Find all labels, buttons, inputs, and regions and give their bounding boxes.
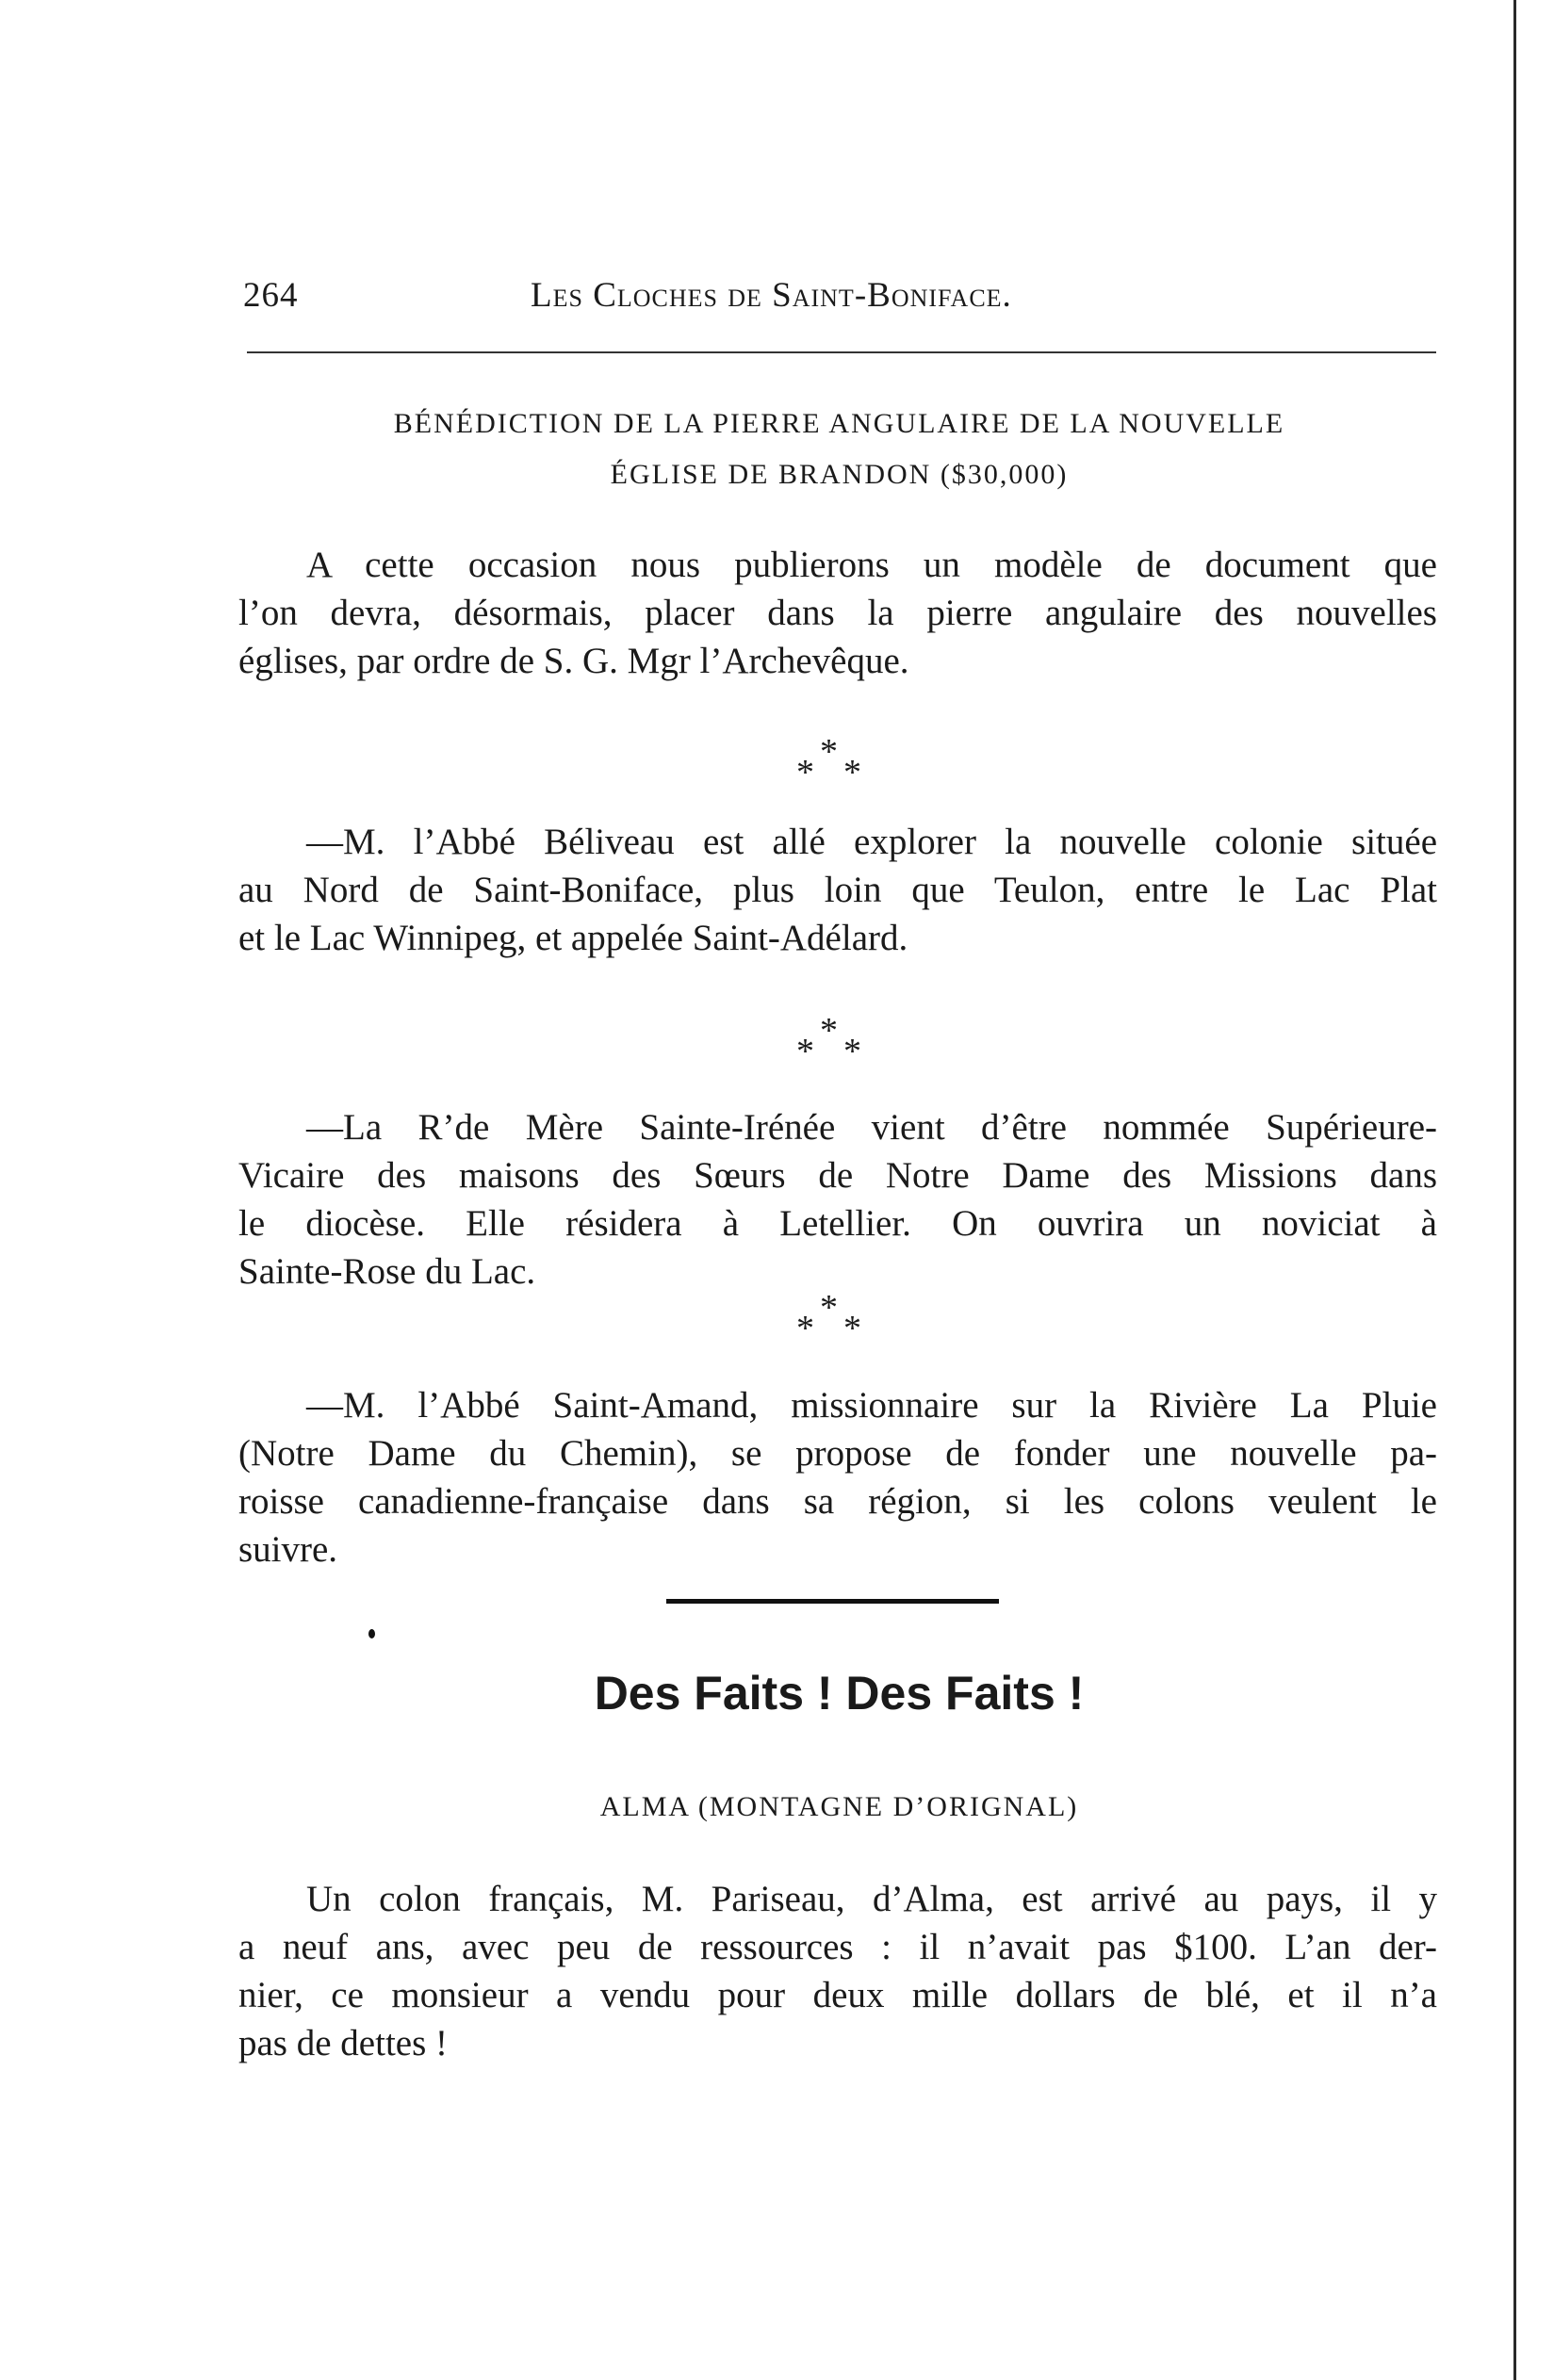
paragraph-line: pas de dettes ! [238, 2023, 449, 2063]
paragraph-line: roisse canadienne-française dans sa région, si les colons veulent le [238, 1481, 1437, 1522]
paragraph-line: suivre. [238, 1529, 338, 1570]
paragraph-line: au Nord de Saint-Boniface, plus loin que Teulon, entre le Lac Plat [238, 870, 1437, 910]
page-number: 264 [243, 276, 299, 315]
paragraph-line: nier, ce monsieur a vendu pour deux mille dollars de blé, et il n’a [238, 1975, 1437, 2015]
running-title: Les Cloches de Saint-Boniface. [531, 276, 1012, 315]
separator-asterism [773, 1010, 886, 1076]
article-4-paragraph [238, 1381, 1437, 1573]
paragraph-line: Vicaire des maisons des Sœurs de Notre Dame des Missions dans [238, 1155, 1437, 1196]
separator-asterism [773, 1287, 886, 1353]
asterisk: * [796, 1309, 814, 1348]
print-speck [368, 1629, 375, 1638]
paragraph-line: églises, par ordre de S. G. Mgr l’Archevêque. [238, 641, 909, 681]
paragraph-line: Un colon français, M. Pariseau, d’Alma, est arrivé au pays, il y [306, 1879, 1437, 1919]
asterisk: * [843, 1309, 861, 1348]
paragraph-line: et le Lac Winnipeg, et appelée Saint-Adélard. [238, 918, 908, 958]
article-1-paragraph [238, 541, 1437, 685]
article-2-paragraph [238, 818, 1437, 962]
article-heading-line-1: BÉNÉDICTION DE LA PIERRE ANGULAIRE DE LA NOUVELLE [393, 408, 1285, 439]
asterisk: * [843, 753, 861, 792]
asterisk: * [796, 1032, 814, 1071]
running-header [243, 275, 1435, 322]
asterisk: * [843, 1032, 861, 1071]
paragraph-line: le diocèse. Elle résidera à Letellier. On ouvrira un noviciat à [238, 1203, 1437, 1244]
section-divider-rule [666, 1599, 999, 1604]
paragraph-line: (Notre Dame du Chemin), se propose de fonder une nouvelle pa- [238, 1433, 1437, 1474]
section-title: Des Faits ! Des Faits ! [594, 1667, 1085, 1720]
section-paragraph [238, 1875, 1437, 2067]
asterisk: * [820, 1011, 838, 1051]
paragraph-line: —La R’de Mère Sainte-Irénée vient d’être nommée Supérieure- [306, 1107, 1437, 1148]
paragraph-line: —M. l’Abbé Saint-Amand, missionnaire sur la Rivière La Pluie [306, 1385, 1437, 1426]
separator-asterism [773, 731, 886, 797]
paragraph-line: A cette occasion nous publierons un modèle de document que [306, 545, 1437, 585]
asterisk: * [820, 1288, 838, 1328]
paragraph-line: a neuf ans, avec peu de ressources : il n’avait pas $100. L’an der- [238, 1927, 1437, 1967]
article-heading-line-2: ÉGLISE DE BRANDON ($30,000) [610, 459, 1069, 490]
asterisk: * [796, 753, 814, 792]
paragraph-line: l’on devra, désormais, placer dans la pierre angulaire des nouvelles [238, 593, 1437, 633]
page-edge-line [1513, 0, 1516, 2380]
asterisk: * [820, 732, 838, 772]
paragraph-line: Sainte-Rose du Lac. [238, 1251, 536, 1292]
section-subheading: ALMA (MONTAGNE D’ORIGNAL) [599, 1791, 1079, 1822]
paragraph-line: —M. l’Abbé Béliveau est allé explorer la nouvelle colonie située [306, 822, 1437, 862]
article-3-paragraph [238, 1103, 1437, 1296]
header-rule [247, 351, 1436, 353]
